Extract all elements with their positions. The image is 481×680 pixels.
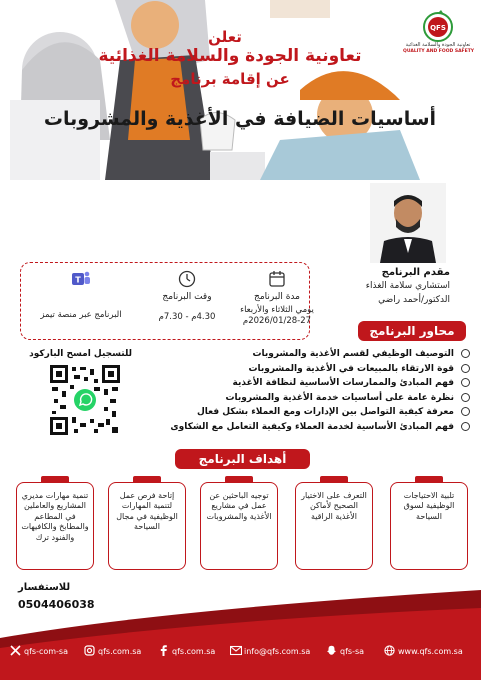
calendar-icon <box>268 270 286 288</box>
email-icon <box>230 645 242 656</box>
axis-item: قوة الارتقاء بالمبيعات في الأغذية والمشروبات <box>135 362 470 377</box>
time-label: وقت البرنامج <box>162 292 212 302</box>
goal-card: تلبية الاحتياجات الوظيفية لسوق السياحة <box>390 482 468 570</box>
registration-label: للتسجيل امسح الباركود <box>29 349 132 359</box>
bullet-icon <box>461 378 470 387</box>
bullet-icon <box>461 422 470 431</box>
facebook-icon <box>158 645 169 656</box>
goal-card: التعرف على الاختيار الصحيح لأماكن الأغذية الراقية <box>295 482 373 570</box>
info-platform <box>36 270 126 320</box>
logo-emblem <box>421 10 455 42</box>
duration-label: مدة البرنامج <box>254 292 300 302</box>
bullet-icon <box>461 393 470 402</box>
axis-item: نظرة عامة على أساسيات خدمة الأغذية والمشروبات <box>135 391 470 406</box>
presenter-heading: مقدم البرنامج <box>381 267 450 278</box>
whatsapp-icon <box>74 389 96 411</box>
axes-heading: محاور البرنامج <box>358 321 466 341</box>
axis-item: التوصيف الوظيفي لقسم الأغذية والمشروبات <box>135 347 470 362</box>
qfs-logo <box>403 10 473 70</box>
snapchat-icon <box>326 645 337 656</box>
info-duration <box>232 270 322 326</box>
announcement: تعلن <box>208 28 242 46</box>
contact-phone[interactable]: 0504406038 <box>18 598 95 611</box>
presenter-name: الدكتور/أحمد راضي <box>378 295 450 305</box>
goal-card-tab <box>225 476 253 483</box>
registration-qr-code[interactable] <box>50 365 120 435</box>
instagram-icon <box>84 645 95 656</box>
logo-abbr: QFS <box>430 24 446 32</box>
bullet-icon <box>461 407 470 416</box>
axis-item: فهم المبادئ الأساسية لخدمة العملاء وكيفية التعامل مع الشكاوى <box>135 420 470 435</box>
presenter-photo <box>370 183 446 263</box>
axis-item: معرفة كيفية التواصل بين الإدارات ومع العملاء بشكل فعال <box>135 405 470 420</box>
organization-name: تعاونية الجودة والسلامة الغذائية <box>98 46 362 66</box>
goals-heading: أهداف البرنامج <box>175 449 310 469</box>
duration-days: يومي الثلاثاء والأربعاء <box>240 305 314 315</box>
goal-card-tab <box>41 476 69 483</box>
program-title: أساسيات الضيافة في الأغذية والمشروبات <box>43 108 437 130</box>
globe-icon <box>384 645 395 656</box>
flyer-page: QFS تعاونية الجودة والسلامة الغذائية QUALITY AND FOOD SAFETY تعلن تعاونية الجودة والسلامة الغذائية عن إقامة برنامج أساسيات الضيافة في الأغذية والمشروبات مقدم البرنامج استشاري سلامة الغذاء الدكتور/أحمد راضي مدة البرنامج يومي الثلاثاء والأربعاء 2026/01/28-27م وقت البرنامج 4.30م - 7.30م T البرنامج عبر منصة تيمز للتسجيل امسح الباركود محاور البرنامج التوصيف الوظيفي لقسم الأغذية والمشروبات قوة الارتقاء بالمبيعات في الأغذية والمشروبات فهم المبادئ والممارسات الأساسية لنظافة الأغذية نظرة عامة على أساسيات خدمة الأغذية والمشروبات معرفة كيفية التواصل بين الإدارات ومع العملاء بشكل فعال فهم المبادئ الأساسية لخدمة العملاء وكيفية التعامل مع الشكاوى أهداف البرنامج تلبية الاحتياجات الوظيفية لسوق السياحة التعرف على الاختيار الصحيح لأماكن الأغذية الراقية توجيه الباحثين عن عمل في مشاريع الأغذية والمشروبات إتاحة فرص عمل لتنمية المهارات الوظيفية في مجال السياحة تنمية مهارات مديري المشاريع والعاملين في المطاعم والمطابخ والكافيهات والفنود ترك للاستفسار 0504406038 qfs-com-sa qfs.com.sa qfs.com.sa info@qfs.com.sa qfs-sa www.qfs.com.sa <box>0 0 481 680</box>
contact-label: للاستفسار <box>18 582 71 593</box>
footer-wave <box>0 560 481 680</box>
x-icon <box>10 645 21 656</box>
duration-dates: 2026/01/28-27م <box>242 316 312 326</box>
teams-icon <box>71 270 91 288</box>
goal-card: توجيه الباحثين عن عمل في مشاريع الأغذية والمشروبات <box>200 482 278 570</box>
program-intro: عن إقامة برنامج <box>170 70 290 88</box>
axes-list <box>135 347 470 434</box>
bullet-icon <box>461 364 470 373</box>
platform-value: البرنامج عبر منصة تيمز <box>40 310 122 320</box>
logo-name-en: QUALITY AND FOOD SAFETY <box>403 48 475 54</box>
goal-card: تنمية مهارات مديري المشاريع والعاملين في المطاعم والمطابخ والكافيهات والفنود ترك <box>16 482 94 570</box>
info-time <box>142 270 232 322</box>
axis-item: فهم المبادئ والممارسات الأساسية لنظافة الأغذية <box>135 376 470 391</box>
goal-card-tab <box>320 476 348 483</box>
bullet-icon <box>461 349 470 358</box>
goal-card-tab <box>415 476 443 483</box>
goal-card-tab <box>133 476 161 483</box>
presenter-role: استشاري سلامة الغذاء <box>365 281 450 291</box>
program-info-card <box>20 262 314 342</box>
goal-card: إتاحة فرص عمل لتنمية المهارات الوظيفية في مجال السياحة <box>108 482 186 570</box>
clock-icon <box>178 270 196 288</box>
time-value: 4.30م - 7.30م <box>158 312 216 322</box>
logo-name-ar: تعاونية الجودة والسلامة الغذائية <box>405 42 471 48</box>
svg-text:T: T <box>75 275 81 285</box>
